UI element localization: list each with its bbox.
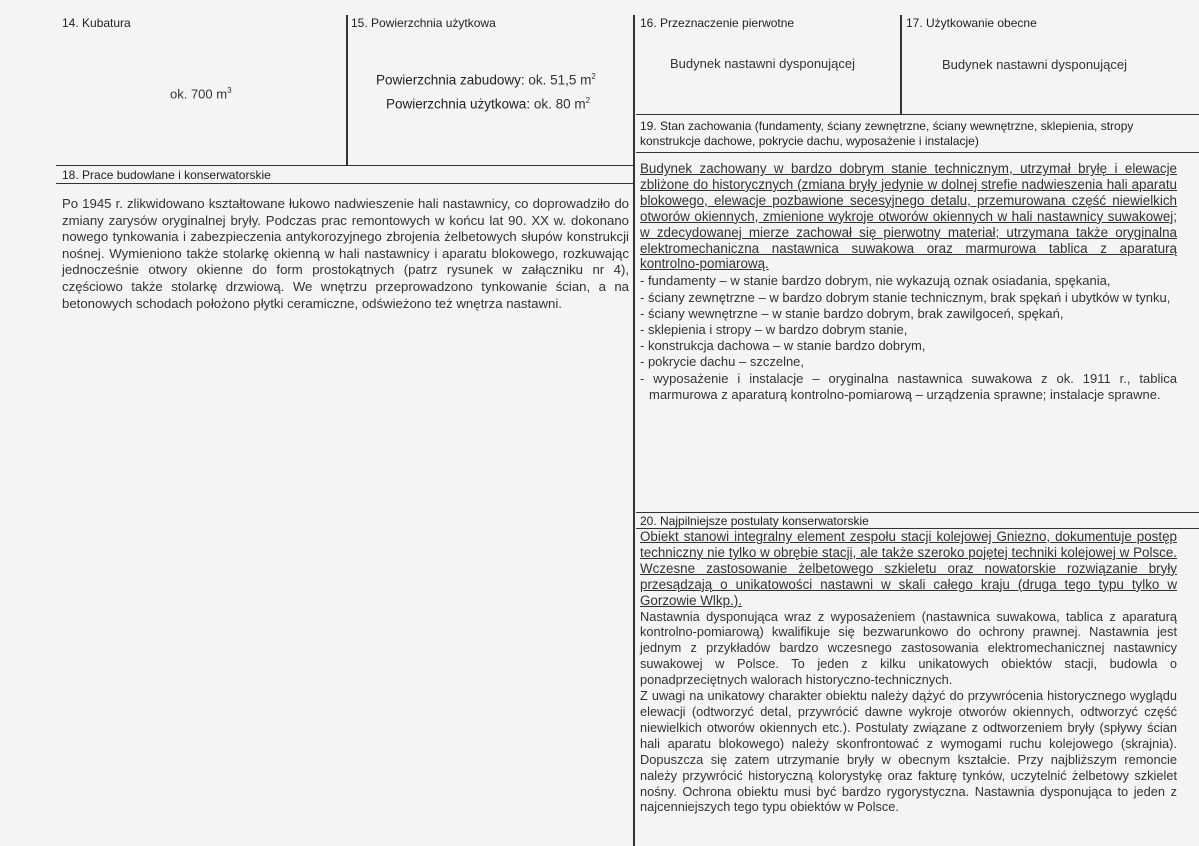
postulates-summary: Obiekt stanowi integralny element zespołu stacji kolejowej Gniezno, dokumentuje postęp techniczny nie tylko w obrębie stacji, ale także szeroko pojętej techniki kolejowej w Polsce. Wczesne zastosowanie żelbetowego szkieletu oraz nowatorskie rozwiązanie bryły przesądzają o unikatowości nastawni w skali całego kraju (druga tego typu tylko w Gorzowie Wlkp.). — [640, 529, 1177, 608]
postulates-paragraph-2: Z uwagi na unikatowy charakter obiektu należy dążyć do przywrócenia historycznego wyglądu elewacji (odtworzyć detal, przywrócić dawne wykroje otworów okiennych, odtworzyć część niewielkich otworów okiennych etc.). Postulaty związane z odtworzeniem bryły (spływy ścian hali aparatu blokowego) należy skonfrontować z wymogami ruchu kolejowego (skrajnia). Dopuszcza się zatem utrzymanie bryły w obecnym kształcie. Przy najbliższym remoncie należy przywrócić historyczną kolorystykę oraz fakturę tynków, uczytelnić żelbetowy szkielet nośny. Ochrona obiektu musi być bardzo rygorystyczna. Nastawnia dysponująca to jeden z najcenniejszych tego typu obiektów w Polsce. — [640, 688, 1177, 815]
divider-h3 — [636, 152, 1199, 153]
field-20-content — [640, 529, 1177, 815]
field-14-label: 14. Kubatura — [62, 16, 131, 30]
usable-area-value: ok. 80 m — [530, 96, 586, 112]
built-area-sup: 2 — [591, 72, 596, 81]
field-14-value — [170, 86, 232, 101]
condition-item: - wyposażenie i instalacje – oryginalna nastawnica suwakowa z ok. 1911 r., tablica marmurowa z aparaturą kontrolno-pomiarową – urządzenia sprawne; instalacje sprawne. — [640, 370, 1177, 402]
condition-item: - sklepienia i stropy – w bardzo dobrym stanie, — [640, 321, 908, 337]
condition-list — [640, 273, 1177, 403]
field-19-content — [640, 161, 1177, 403]
field-17-label: 17. Użytkowanie obecne — [906, 16, 1037, 30]
usable-area-sup: 2 — [585, 96, 591, 105]
field-20-label: 20. Najpilniejsze postulaty konserwatorskie — [640, 514, 869, 528]
divider-h4 — [56, 183, 634, 184]
divider-v2 — [633, 15, 635, 846]
cubature-unit-sup: 3 — [227, 86, 232, 95]
field-18-text: Po 1945 r. zlikwidowano kształtowane łukowo nadwieszenie hali nastawnicy, co doprowadziło do zmiany zarysów oryginalnej bryły. Podczas prac remontowych w końcu lat 90. XX w. dokonano nowego tynkowania i zabezpieczenia antykorozyjnego zbrojenia żelbetowych słupów konstrukcji nośnej. Wymieniono także stolarkę okienną w hali nastawnicy i aparatu blokowego, rozkuwając jednocześnie otwory okienne do form prostokątnych (patrz rysunek w załączniku nr 4), częściowo także stolarkę drzwiową. We wnętrzu przeprowadzono tynkowanie ścian, a na betonowych schodach położono płytki ceramiczne, odświeżono też wnętrza nastawni. — [62, 196, 629, 311]
condition-item: - fundamenty – w stanie bardzo dobrym, nie wykazują oznak osiadania, spękania, — [640, 273, 1111, 289]
built-area-value: ok. 51,5 m — [524, 72, 592, 88]
condition-item: - ściany wewnętrzne – w stanie bardzo dobrym, brak zawilgoceń, spękań, — [640, 305, 1064, 321]
condition-item: - ściany zewnętrzne – w bardzo dobrym stanie technicznym, brak spękań i ubytków w tynku, — [640, 289, 1171, 305]
divider-h5 — [636, 512, 1199, 513]
field-16-label: 16. Przeznaczenie pierwotne — [640, 16, 795, 30]
field-19-label: 19. Stan zachowania (fundamenty, ściany zewnętrzne, ściany wewnętrzne, sklepienia, stropy konstrukcje dachowe, pokrycie dachu, wyposażenie i instalacje) — [640, 119, 1134, 148]
field-18-label: 18. Prace budowlane i konserwatorskie — [62, 168, 271, 182]
field-16-value: Budynek nastawni dysponującej — [670, 56, 856, 71]
usable-area-label: Powierzchnia użytkowa: — [386, 96, 531, 112]
built-area-label: Powierzchnia zabudowy: — [376, 72, 525, 88]
cubature-text: ok. 700 m — [170, 86, 228, 102]
condition-summary: Budynek zachowany w bardzo dobrym stanie technicznym, utrzymał bryłę i elewacje zbliżone do historycznych (zmiana bryły jedynie w dolnej strefie nadwieszenia hali aparatu blokowego, elewacje pozbawione secesyjnego detalu, przemurowana część niewielkich otworów okiennych, zmienione wykroje otworów okiennych w hali nastawnicy suwakowej; w zdecydowanej mierze zachował się pierwotny materiał; utrzymana także oryginalna elektromechaniczna nastawnica suwakowa oraz marmurowa tablica z aparaturą kontrolno-pomiarową. — [640, 161, 1177, 272]
usable-area-line — [386, 96, 590, 112]
divider-v3 — [900, 15, 902, 114]
condition-item: - pokrycie dachu – szczelne, — [640, 354, 805, 370]
divider-v1 — [346, 15, 348, 165]
divider-h1 — [636, 114, 1199, 115]
divider-h2 — [56, 165, 634, 166]
built-area-line — [376, 72, 596, 88]
field-17-value: Budynek nastawni dysponującej — [942, 57, 1128, 72]
condition-item: - konstrukcja dachowa – w stanie bardzo dobrym, — [640, 338, 926, 354]
field-15-label: 15. Powierzchnia użytkowa — [351, 16, 496, 30]
postulates-paragraph-1: Nastawnia dysponująca wraz z wyposażeniem (nastawnica suwakowa, tablica z aparaturą kontrolno-pomiarową) kwalifikuje się bezwarunkowo do ochrony prawnej. Nastawnia jest jednym z przykładów bardzo wczesnego zastosowania elektromechanicznej nastawnicy suwakowej w Polsce. To jeden z kilku unikatowych obiektów stacji, budowla o ponadprzeciętnych walorach historyczno-technicznych. — [640, 608, 1177, 688]
